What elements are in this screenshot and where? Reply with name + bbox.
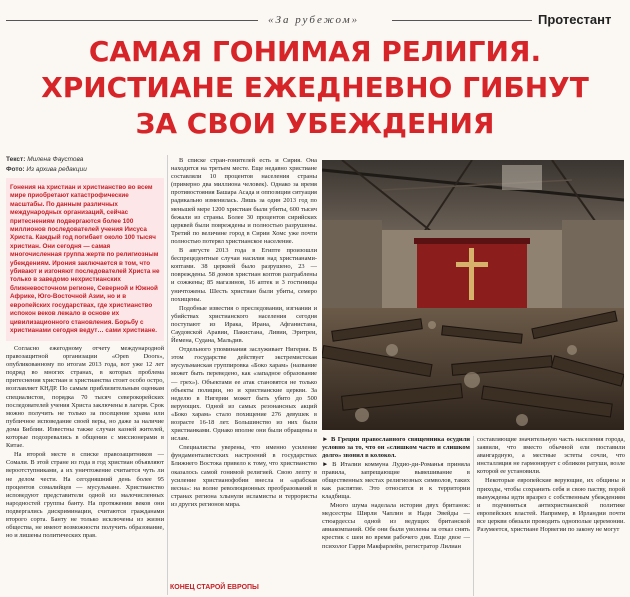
- credits: [6, 155, 164, 175]
- paragraph: Специалисты уверены, что именно усиление фундаменталистских настроений в государствах Ближнего Востока привело к тому, что христианство оказалось самой гонимой религией. Свою лепту в усиление христианофобии внесла и «арабская весна»: на волне революционных преобразований в странах региона хлынули исламисты и террористы из других регионов мира.: [171, 444, 317, 508]
- paragraph: Много шума наделала история двух британок: медсестры Ширли Чаплин и Нади Эвейды — стюардессы одной из ведущих британской авиакомпаний. Обе они были уволены за отказ снять крестик с шеи во время рабочего дня. Еще двое — психолог Гарри Макфарлейн, регистратор Лилиан: [322, 501, 470, 550]
- paragraph: На второй месте в списке правозащитников — Сомали. В этой стране из года в год христиан объявляют вероотступниками, а их уничтожение считается чуть ли не делом чести. На сегодняшний день более 95 процентов сомалийцев — мусульмане. Христианство исповедуют представители одной из малочисленных народностей группы банту. На протяжении веков они подвергались дискриминации, считаются гражданами второго сорта. Банту не только исключены из жизни общества, не имеют возможности получить образование, но и лишены политических прав.: [6, 451, 164, 540]
- article-column-3: [322, 436, 470, 596]
- headline-line-1: САМАЯ ГОНИМАЯ РЕЛИГИЯ.: [88, 35, 542, 68]
- photo-credit: Фото: Из архива редакции: [6, 166, 87, 173]
- lead-paragraph: Гонения на христиан и христианство во всем мире приобретают катастрофические масштабы. По данным различных международных организаций, сейчас притеснениям подвергаются более 100 миллионов последователей учения Иисуса Христа. Каждый год погибает около 100 тысяч христиан. Они сегодня — самая многочисленная группа жертв по религиозным убеждениям. Ирония заключается в том, что убивают и изгоняют последователей Христа не только в заведомо нехристианских ближневосточном регионе, Северной и Южной Африке, Юго-Восточной Азии, но и в европейских государствах, где христианство испокон веков лежало в основе их цивилизационного становления. Борьбу с христианами сегодня ведут… сами христиане.: [6, 178, 164, 341]
- column-divider: [473, 436, 474, 596]
- damaged-church-photo: [322, 160, 624, 430]
- header-rule-right: [392, 20, 532, 21]
- section-label: Протестант: [538, 12, 612, 27]
- article-column-4: [477, 436, 625, 596]
- paragraph: В списке стран-гонителей есть и Сирия. Она находится на третьем месте. Еще недавно христиане составляли 10 процентов населения страны (примерно два миллиона человек). Однако за время противостояния Башара Асада и оппозиции ситуация радикально изменилась. Лишь за один 2013 год по меньшей мере 1200 христиан были убиты, 600 тысяч бежали из страны. Более 30 процентов сирийских церквей были повреждены и полностью разрушены. Третий по величине город в Сирии Хомс уже почти полностью потерял христианское население.: [171, 157, 317, 245]
- headline-line-3: ЗА СВОИ УБЕЖДЕНИЯ: [135, 107, 495, 140]
- photo-caption: ► В Греции православного священника осудили условно за то, что он «слишком часто и слишком долго» звонил в колокол.: [322, 436, 470, 460]
- header-rule-left: [6, 20, 258, 21]
- page-header: [0, 0, 630, 30]
- headline-line-2: ХРИСТИАНЕ ЕЖЕДНЕВНО ГИБНУТ: [41, 71, 589, 104]
- column-divider: [167, 155, 168, 595]
- paragraph: Подобные известия о преследовании, изгнании и убийствах христианского населения сегодня поступают из Ирака, Ирана, Афганистана, Саудовской Аравии, Пакистана, Ливии, Эритреи, Йемена, Судана, Мальдив.: [171, 304, 317, 345]
- section-subhead: КОНЕЦ СТАРОЙ ЕВРОПЫ: [170, 584, 259, 591]
- paragraph: Отдельного упоминания заслуживает Нигерия. В этом государстве действует экстремистская мусульманская группировка «Боко харам» (название может быть переведено, как «западное образование — грех»). Объектами ее атак становятся не только объекты полиции, но и христианские церкви. За неделю в Нигерии может быть убито до 500 верующих. Одной из самых резонансных акций «Боко харам» стало похищение 276 девушек в возрасте 16-18 лет. Большинство из них были христианками. Однако вполне они были обращены в ислам.: [171, 346, 317, 443]
- headline: [0, 34, 630, 142]
- paragraph: Согласно ежегодному отчету международной правозащитной организации «Open Doors», опубликованному по итогам 2013 года, вот уже 12 лет подряд во многих странах, в которых проблема притеснения христиан и христианства стоит особо остро, возглавляет КНДР. По самым приблизительным оценкам специалистов, порядка 70 тысяч северокорейских последователей учения Христа заключены в лагеря. Срок можно получить не только за посещение храма или публичное исповедание своей веры, но даже за наличие дома Библии. Известны также случаи казней жителей, которые подозревались в общении с миссионерами в Китае.: [6, 345, 164, 450]
- paragraph: составляющие значительную часть населения города, заявили, что вместо обычной ели поставили авангардную, а местные эстеты сочли, что инсталляция не гармонирует с обликом ратуши, возле которой ее установили.: [477, 436, 625, 476]
- rubric-label: «За рубежом»: [268, 14, 360, 26]
- text-credit: Текст: Милена Фаустова: [6, 156, 84, 163]
- article-column-2: [171, 157, 317, 581]
- paragraph: Некоторые европейские верующие, их общины и приходы, чтобы сохранить себя и свою паству, порой вынуждены идти вразрез с собственным убеждениям и подчиняться антихристианской политике европейских властей. Например, в Ирландии почти все церкви обязали проводить однополые церемонии. Разумеется, христиане Норвегии по закону не могут: [477, 477, 625, 534]
- church-interior-image: [322, 160, 624, 430]
- article-column-1: [6, 345, 164, 595]
- paragraph: ► В Италии коммуна Лудио-ди-Романья приняла правила, запрещающие вывешивание в общественных местах религиозных символов, таких как распятие. Это относится и к территории кладбища.: [322, 460, 470, 501]
- paragraph: В августе 2013 года в Египте произошли беспрецедентные случаи насилия над христианами-коптами. 38 церквей было разрушено, 23 — повреждены. 58 домов христиан коптов разграблены и сожжены; 85 магазинов, 16 аптек и 3 гостиницы уничтожены. Шесть христиан были убиты, семеро похищены.: [171, 247, 317, 303]
